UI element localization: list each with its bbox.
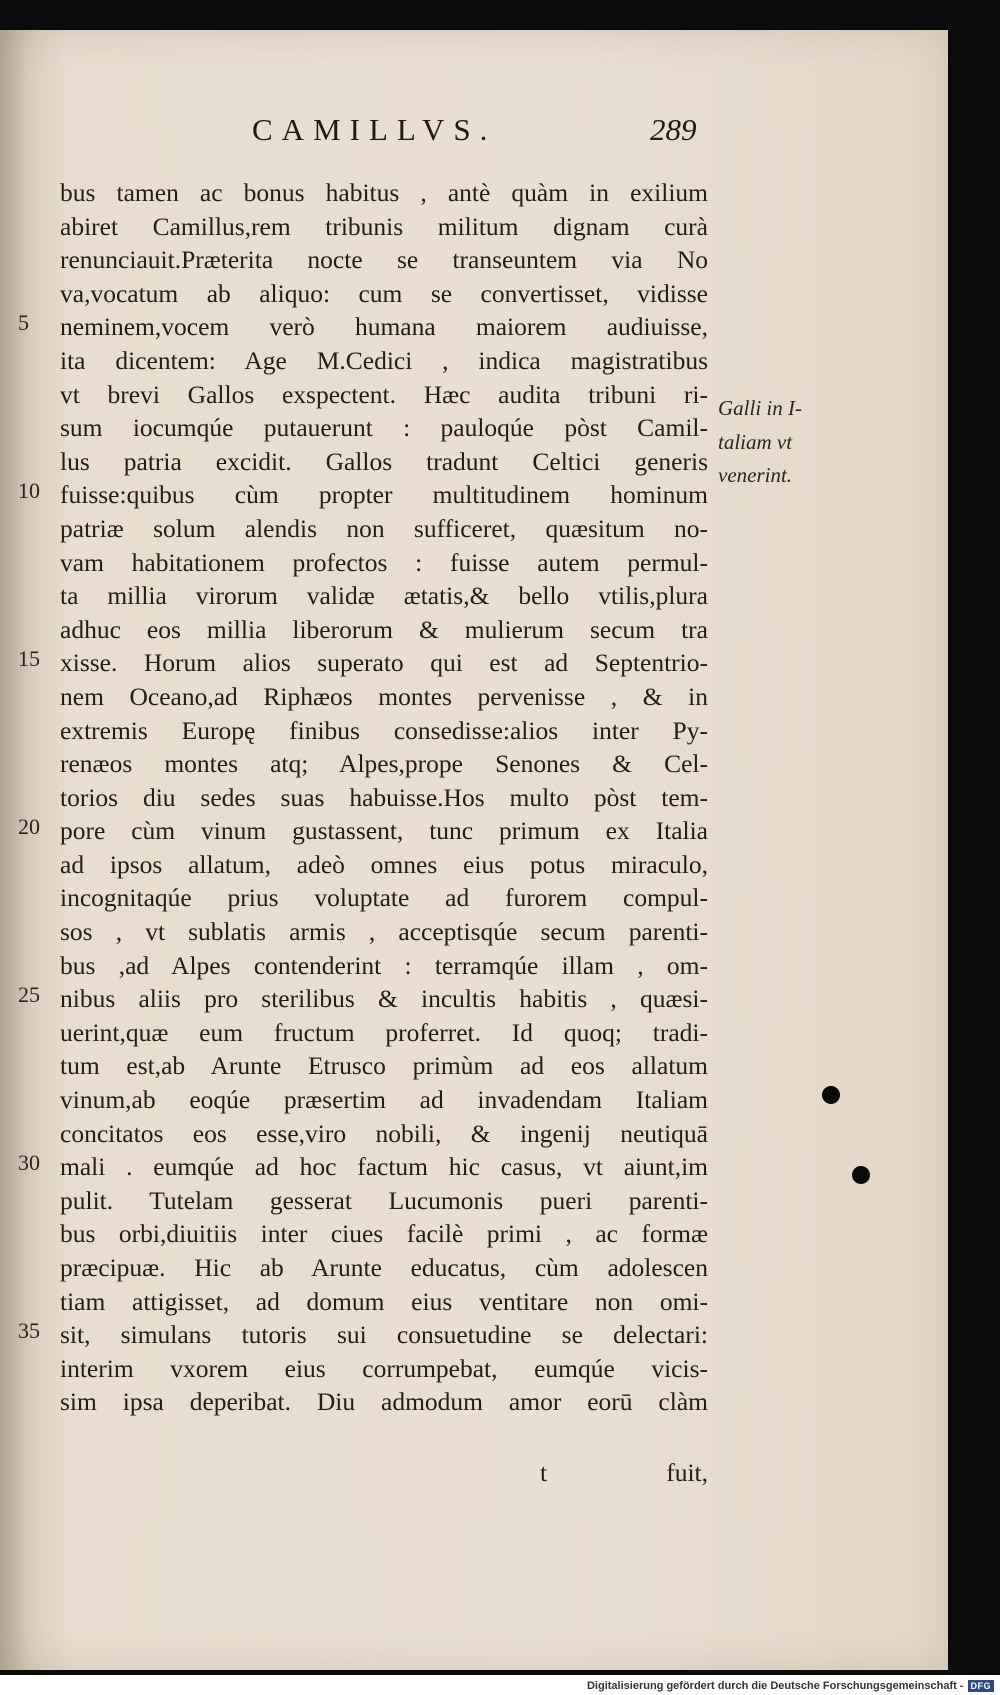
text-line: neminem,vocem verò humana maiorem audiuisse, xyxy=(60,312,708,342)
text-line: interim vxorem eius corrumpebat, eumqúe vicis- xyxy=(60,1353,708,1383)
text-line: ad ipsos allatum, adeò omnes eius potus miraculo, xyxy=(60,849,708,879)
text-line: vinum,ab eoqúe præsertim ad invadendam Italiam xyxy=(60,1085,708,1115)
text-line: nem Oceano,ad Riphæos montes pervenisse , & in xyxy=(60,681,708,711)
text-line: abiret Camillus,rem tribunis militum dignam curà xyxy=(60,211,708,241)
text-line: lus patria excidit. Gallos tradunt Celtici generis xyxy=(60,446,708,476)
text-line: sim ipsa deperibat. Diu admodum amor eorū clàm xyxy=(60,1387,708,1417)
text-line: sit, simulans tutoris sui consuetudine se delectari: xyxy=(60,1320,708,1350)
line-number: 15 xyxy=(18,646,40,671)
text-line: incognitaqúe prius voluptate ad furorem compul- xyxy=(60,883,708,913)
credit-text: Digitalisierung gefördert durch die Deutsche Forschungsgemeinschaft - xyxy=(586,1680,964,1692)
text-line: fuisse:quibus cùm propter multitudinem hominum xyxy=(60,480,708,510)
text-line: renæos montes atq; Alpes,prope Senones & Cel- xyxy=(60,749,708,779)
text-line: ita dicentem: Age M.Cedici , indica magistratibus xyxy=(60,345,708,375)
line-number: 10 xyxy=(18,478,40,503)
line-number: 25 xyxy=(18,982,40,1007)
text-line: pore cùm vinum gustassent, tunc primum ex Italia xyxy=(60,816,708,846)
text-line: nibus aliis pro sterilibus & incultis habitis , quæsi- xyxy=(60,984,708,1014)
line-number: 5 xyxy=(18,310,29,335)
text-line: ta millia virorum validæ ætatis,& bello vtilis,plura xyxy=(60,581,708,611)
text-line: vt brevi Gallos exspectent. Hæc audita tribuni ri- xyxy=(60,379,708,409)
punch-hole xyxy=(822,1086,840,1104)
text-line: torios diu sedes suas habuisse.Hos multo pòst tem- xyxy=(60,782,708,812)
catchword xyxy=(540,1458,708,1488)
line-number: 30 xyxy=(18,1150,40,1175)
dfg-logo: DFG xyxy=(968,1680,995,1692)
text-line: uerint,quæ eum fructum proferret. Id quoq; tradi- xyxy=(60,1017,708,1047)
punch-hole xyxy=(852,1166,870,1184)
text-line: extremis Europę finibus consedisse:alios inter Py- xyxy=(60,715,708,745)
text-line: præcipuæ. Hic ab Arunte educatus, cùm adolescen xyxy=(60,1253,708,1282)
text-line: bus ,ad Alpes contenderint : terramqúe illam , om- xyxy=(60,950,708,980)
text-line: va,vocatum ab aliquo: cum se convertisset, vidisse xyxy=(60,278,708,308)
text-line: bus orbi,diuitiis inter ciues facilè primi , ac formæ xyxy=(60,1219,708,1249)
book-page xyxy=(0,30,948,1670)
signature-mark: t xyxy=(540,1458,548,1487)
text-line: patriæ solum alendis non sufficeret, quæsitum no- xyxy=(60,513,708,543)
margin-note-line: venerint. xyxy=(718,463,793,488)
page-number: 289 xyxy=(650,112,697,147)
margin-note xyxy=(718,392,848,493)
line-number: 20 xyxy=(18,814,40,839)
line-number: 35 xyxy=(18,1318,40,1343)
digitization-credit xyxy=(0,1677,1000,1695)
catchword-text: fuit, xyxy=(666,1458,708,1487)
text-line: pulit. Tutelam gesserat Lucumonis pueri parenti- xyxy=(60,1185,708,1215)
text-line: xisse. Horum alios superato qui est ad Septentrio- xyxy=(60,648,708,678)
text-line: sum iocumqúe putauerunt : pauloqúe pòst Camil- xyxy=(60,413,708,443)
text-line: adhuc eos millia liberorum & mulierum secum tra xyxy=(60,614,708,644)
text-line: concitatos eos esse,viro nobili, & ingenij neutiquā xyxy=(60,1118,708,1148)
text-line: bus tamen ac bonus habitus , antè quàm in exilium xyxy=(60,178,708,207)
text-line: tum est,ab Arunte Etrusco primùm ad eos allatum xyxy=(60,1051,708,1081)
margin-note-line: Galli in I- xyxy=(718,396,802,420)
running-head: CAMILLVS. xyxy=(252,112,497,147)
text-line: renunciauit.Præterita nocte se transeuntem via No xyxy=(60,245,708,275)
body-text xyxy=(60,176,708,1419)
text-line: tiam attigisset, ad domum eius ventitare non omi- xyxy=(60,1286,708,1316)
text-line: mali . eumqúe ad hoc factum hic casus, vt aiunt,im xyxy=(60,1152,708,1182)
margin-note-line: taliam vt xyxy=(718,429,793,454)
text-line: sos , vt sublatis armis , acceptisqúe secum parenti- xyxy=(60,917,708,947)
text-line: vam habitationem profectos : fuisse autem permul- xyxy=(60,547,708,577)
